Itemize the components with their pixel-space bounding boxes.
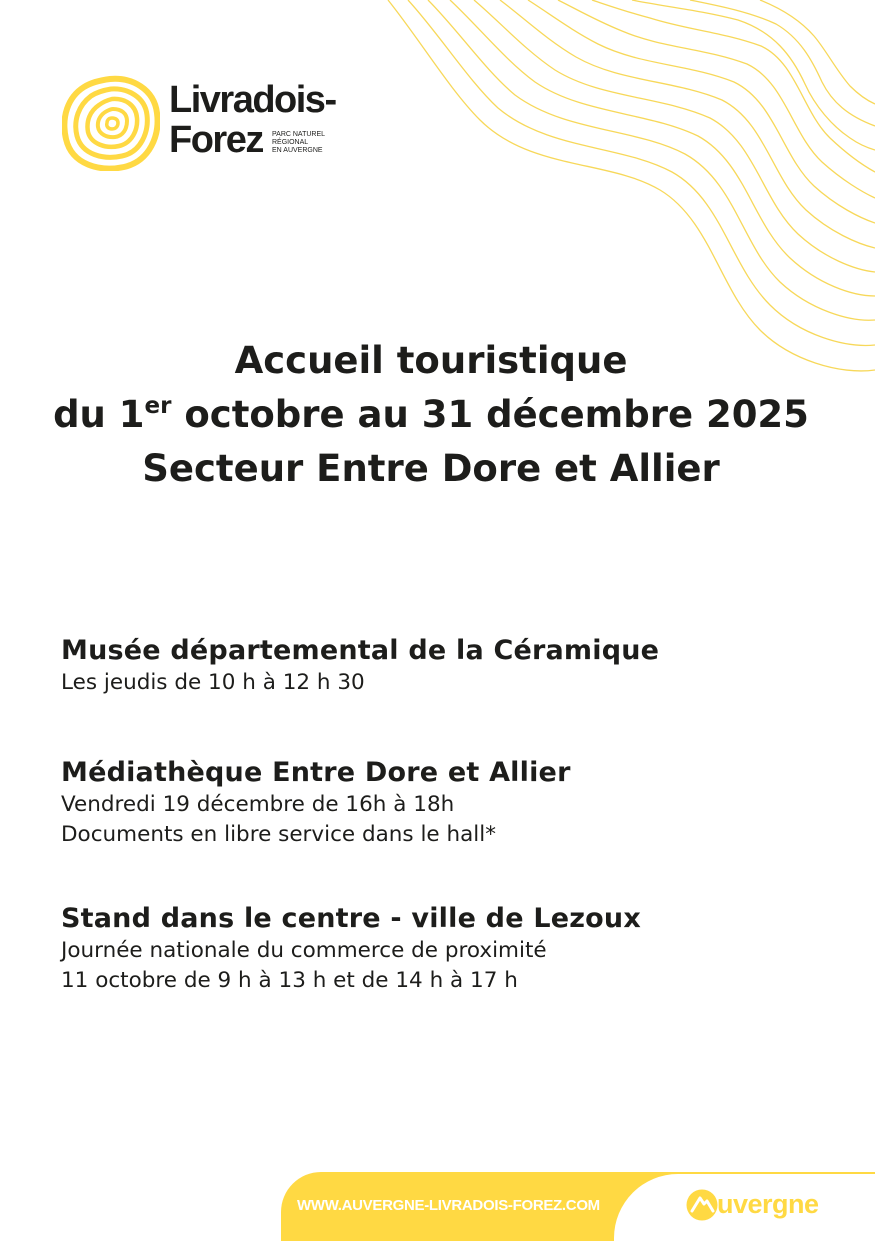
- section-detail: Les jeudis de 10 h à 12 h 30: [61, 670, 365, 695]
- title-line2-superscript: er: [144, 393, 172, 419]
- logo-tagline: [272, 131, 325, 155]
- section-detail: Documents en libre service dans le hall*: [61, 822, 496, 847]
- livradois-forez-logo: [62, 72, 362, 172]
- page-title: [0, 334, 862, 496]
- title-line2: [0, 388, 862, 442]
- logo-name-line1: Livradois-: [169, 79, 336, 121]
- logo-tagline-line3: EN AUVERGNE: [272, 147, 323, 154]
- auvergne-logo-text: uvergne: [717, 1189, 819, 1219]
- logo-tagline-line2: RÉGIONAL: [272, 139, 309, 146]
- section-heading: Médiathèque Entre Dore et Allier: [61, 757, 571, 788]
- title-line1: Accueil touristique: [234, 339, 628, 382]
- section-mediatheque: [61, 756, 821, 850]
- title-line2-prefix: du 1: [53, 393, 145, 436]
- logo-tagline-line1: PARC NATUREL: [272, 131, 326, 138]
- section-detail: Journée nationale du commerce de proximité: [61, 938, 547, 963]
- auvergne-a-icon: [686, 1189, 718, 1221]
- title-line3: Secteur Entre Dore et Allier: [142, 447, 720, 490]
- website-link[interactable]: WWW.AUVERGNE-LIVRADOIS-FOREZ.COM: [297, 1197, 600, 1214]
- tree-rings-icon: [62, 75, 160, 171]
- section-stand-lezoux: [61, 902, 821, 996]
- section-heading: Musée départemental de la Céramique: [61, 635, 660, 666]
- section-heading: Stand dans le centre - ville de Lezoux: [61, 903, 641, 934]
- section-detail: 11 octobre de 9 h à 13 h et de 14 h à 17 h: [61, 968, 518, 993]
- section-musee-ceramique: [61, 634, 821, 698]
- title-line2-suffix: octobre au 31 décembre 2025: [171, 393, 809, 436]
- auvergne-logo: [686, 1189, 836, 1223]
- section-detail: Vendredi 19 décembre de 16h à 18h: [61, 792, 455, 817]
- logo-name-line2: Forez: [169, 119, 263, 161]
